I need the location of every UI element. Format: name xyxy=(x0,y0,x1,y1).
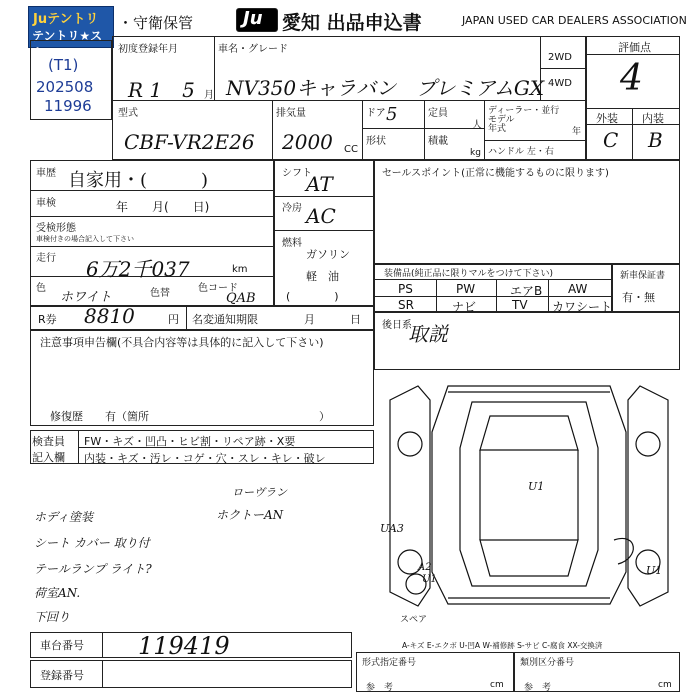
color-code-value: QAB xyxy=(226,291,256,306)
ju-mark: Ju xyxy=(243,8,263,29)
eq-eb: エアB xyxy=(510,284,543,298)
sales-point-label: セールスポイント(正常に機能するものに限ります) xyxy=(382,168,609,179)
model-value: CBF-VR2E26 xyxy=(124,130,255,154)
displacement-label: 排気量 xyxy=(276,108,306,119)
inspection-date: 年 月( 日) xyxy=(116,200,210,214)
history-value: 自家用・( ) xyxy=(68,170,209,191)
class-label: 類別区分番号 xyxy=(520,658,575,668)
chassis-value: 119419 xyxy=(138,632,230,660)
fuel-value: ガソリン xyxy=(306,248,350,261)
score-value: 4 xyxy=(620,58,643,99)
first-reg-month: 月 xyxy=(204,90,214,101)
yen-unit: 円 xyxy=(168,313,179,326)
note-2: ホディ塗装 xyxy=(34,510,94,524)
history-label: 車歴 xyxy=(36,168,56,179)
model-year-text: モデル xyxy=(488,115,515,125)
note-3: ホクトーAN xyxy=(216,508,284,522)
eq-pw: PW xyxy=(456,282,476,296)
mileage-label: 走行 xyxy=(36,253,56,264)
back-label: 後日系 xyxy=(382,320,412,331)
exterior-label: 外装 xyxy=(596,112,618,125)
repair-history xyxy=(50,408,330,424)
color-value: ホワイト xyxy=(60,290,112,305)
reception-sub: 車検付きの場合記入して下さい xyxy=(36,235,134,243)
interior-label: 内装 xyxy=(642,112,664,125)
year-unit: 年 xyxy=(572,127,582,137)
fill-column-label: 記入欄 xyxy=(32,451,65,464)
dealer-label: ディーラー・並行 xyxy=(488,106,560,116)
spec-ref: 参 考 xyxy=(366,683,394,693)
displacement-value: 2000 xyxy=(282,130,333,154)
aircon-value: AC xyxy=(306,204,336,228)
note-4: シート カバー 取り付 xyxy=(34,536,150,550)
class-ref: 参 考 xyxy=(524,683,552,693)
chassis-label: 車台番号 xyxy=(40,639,84,652)
lot-date: 202508 xyxy=(36,78,94,96)
back-value: 取説 xyxy=(408,322,448,346)
drive-4wd: 4WD xyxy=(548,78,572,89)
logo-line2: テントリ★スター xyxy=(32,29,103,60)
color-change-label: 色替 xyxy=(150,288,170,299)
diagram-u1-right: U1 xyxy=(646,564,663,577)
note-6: 荷室AN. xyxy=(34,586,81,600)
warranty-label: 新車保証書 xyxy=(620,271,666,281)
car-name-label: 車名・グレード xyxy=(218,44,288,55)
load-label: 積載 xyxy=(428,136,448,147)
association-name: JAPAN USED CAR DEALERS ASSOCIATION xyxy=(462,14,687,27)
eq-aw: AW xyxy=(568,282,588,296)
aircon-label: 冷房 xyxy=(282,203,302,214)
name-change-label: 名変通知期限 xyxy=(192,313,258,326)
warranty-options: 有・無 xyxy=(622,291,655,304)
handle-label: ハンドル 左・右 xyxy=(488,147,554,157)
mileage-value: 6万2千037 xyxy=(86,257,190,281)
year-type-text: 年式 xyxy=(488,124,507,134)
logo-line1: Juテントリ xyxy=(33,12,99,27)
recycle-value: 8810 xyxy=(84,304,135,328)
inspection-label: 車検 xyxy=(36,198,56,209)
name-change-month: 月 xyxy=(304,313,315,326)
damage-legend: A-キズ E-エクボ U-凹A W-補修跡 S-サビ C-腐食 XX-交換済 xyxy=(402,641,603,650)
model-year-label xyxy=(488,116,515,134)
interior-damage-row: 内装・キズ・汚レ・コゲ・穴・スレ・キレ・破レ xyxy=(84,452,326,465)
score-label: 評価点 xyxy=(618,41,651,54)
reception-label: 受検形態 xyxy=(36,223,76,234)
car-damage-diagram xyxy=(378,372,680,632)
repair-history-close: ） xyxy=(319,410,330,423)
spec-label: 形式指定番号 xyxy=(362,658,417,668)
spec-cm: cm xyxy=(490,680,504,690)
registration-label: 登録番号 xyxy=(40,669,84,682)
shape-label: 形状 xyxy=(366,136,386,147)
note-1: ローヴラン xyxy=(232,486,287,499)
shift-label: シフト xyxy=(282,168,312,179)
lot-code: (T1) xyxy=(48,56,79,74)
capacity-label: 定員 xyxy=(428,108,448,119)
kg-unit: kg xyxy=(470,148,481,158)
model-label: 型式 xyxy=(118,108,138,119)
eq-navi: ナビ xyxy=(452,300,477,314)
diagram-u1-left: U1 xyxy=(422,574,437,585)
class-cm: cm xyxy=(658,680,672,690)
lot-number: 11996 xyxy=(44,97,92,115)
eq-leather: カワシート xyxy=(552,300,613,314)
shift-value: AT xyxy=(306,172,333,196)
name-change-day: 日 xyxy=(350,313,361,326)
person-unit: 人 xyxy=(472,120,482,131)
interior-value: B xyxy=(648,128,663,152)
diagram-ua3: UA3 xyxy=(380,522,404,535)
recycle-label: R券 xyxy=(38,313,57,326)
km-unit: km xyxy=(232,264,248,275)
eq-sr: SR xyxy=(398,298,414,312)
first-reg-label: 初度登録年月 xyxy=(118,44,178,55)
fuel-label: 燃料 xyxy=(282,238,302,249)
guard-note: ・守衛保管 xyxy=(118,14,194,32)
note-5: テールランプ ライト? xyxy=(34,562,152,576)
car-name-value: NV350キャラバン プレミアムGX xyxy=(226,76,545,100)
inspector-label: 検査員 xyxy=(32,435,65,448)
color-code-label: 色コード xyxy=(198,283,238,294)
diagram-u1-body: U1 xyxy=(528,480,545,493)
exterior-value: C xyxy=(603,128,619,152)
repair-history-text: 修復歴 有（箇所 xyxy=(50,410,149,423)
spare-label: スペア xyxy=(400,615,428,625)
exterior-damage-row: FW・キズ・凹凸・ヒビ割・リペア跡・X要 xyxy=(84,435,296,448)
doors-value: 5 xyxy=(386,104,398,125)
diagram-a2: A2 xyxy=(418,562,432,573)
fuel-light: 軽 油 xyxy=(306,270,339,283)
notes-label: 注意事項申告欄(不具合内容等は具体的に記入して下さい) xyxy=(40,336,324,349)
doors-label: ドア xyxy=(366,108,386,119)
cc-unit: CC xyxy=(344,144,358,155)
eq-ps: PS xyxy=(398,282,413,296)
equipment-label: 装備品(純正品に限りマルをつけて下さい) xyxy=(384,269,554,279)
drive-2wd: 2WD xyxy=(548,52,572,63)
note-7: 下回り xyxy=(34,610,71,624)
color-label: 色 xyxy=(36,283,46,294)
form-title: 愛知 出品申込書 xyxy=(282,12,422,34)
first-reg-value: R 1 5 xyxy=(128,78,195,102)
eq-tv: TV xyxy=(512,298,528,312)
fuel-other: ( ) xyxy=(286,290,339,303)
